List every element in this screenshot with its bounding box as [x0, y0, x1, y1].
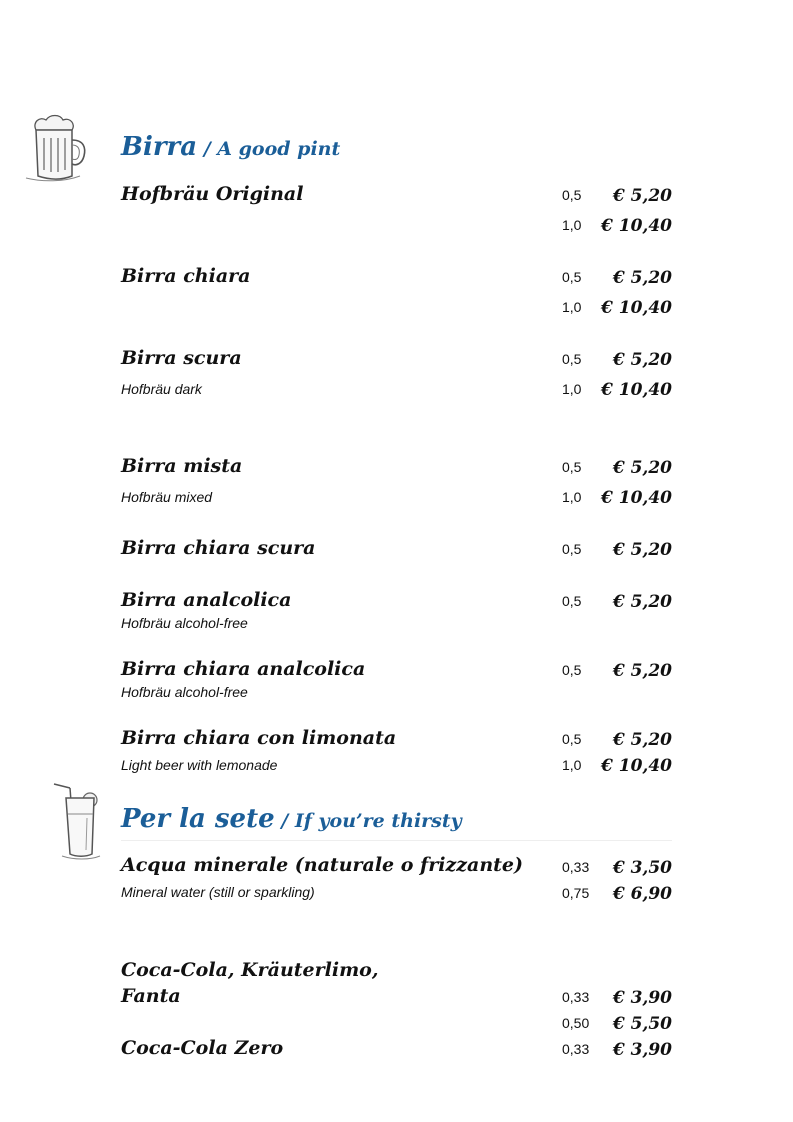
menu-item-name: Birra mista	[121, 455, 243, 477]
section-subtitle: / A good pint	[197, 138, 341, 160]
menu-item-name: Birra chiara	[121, 265, 251, 287]
item-quantity: 0,5	[562, 187, 582, 203]
item-price: € 10,40	[601, 756, 672, 776]
section-title-birra	[121, 132, 340, 162]
item-price: € 5,20	[612, 592, 672, 612]
item-price: € 5,20	[612, 661, 672, 681]
item-price: € 3,90	[612, 1040, 672, 1060]
menu-item-name: Birra scura	[121, 347, 242, 369]
menu-item-name: Acqua minerale (naturale o frizzante)	[121, 854, 523, 876]
item-quantity: 0,33	[562, 1041, 590, 1057]
menu-item-description: Hofbräu alcohol-free	[121, 684, 248, 700]
menu-item-description: Hofbräu alcohol-free	[121, 615, 248, 631]
item-price: € 5,20	[612, 730, 672, 750]
item-quantity: 1,0	[562, 489, 582, 505]
menu-item-description: Hofbräu mixed	[121, 489, 213, 505]
menu-item-name: Birra chiara con limonata	[121, 727, 397, 749]
menu-item-name: Coca-Cola, Kräuterlimo,	[121, 959, 379, 981]
section-title-per-la-sete	[121, 804, 462, 834]
item-quantity: 0,5	[562, 593, 582, 609]
item-price: € 3,90	[612, 988, 672, 1008]
item-price: € 10,40	[601, 216, 672, 236]
menu-item-description: Mineral water (still or sparkling)	[121, 884, 315, 900]
menu-item-description: Hofbräu dark	[121, 381, 202, 397]
item-quantity: 0,5	[562, 731, 582, 747]
item-price: € 5,20	[612, 186, 672, 206]
item-price: € 5,50	[612, 1014, 672, 1034]
item-price: € 10,40	[601, 380, 672, 400]
item-quantity: 1,0	[562, 217, 582, 233]
menu-item-name: Birra analcolica	[121, 589, 292, 611]
item-quantity: 0,33	[562, 859, 590, 875]
beer-mug-icon	[22, 112, 92, 184]
item-quantity: 0,50	[562, 1015, 590, 1031]
item-quantity: 0,5	[562, 459, 582, 475]
section-title: Per la sete	[121, 804, 275, 834]
item-quantity: 0,5	[562, 541, 582, 557]
section-title: Birra	[121, 132, 198, 162]
item-quantity: 0,5	[562, 351, 582, 367]
item-price: € 3,50	[612, 858, 672, 878]
section-subtitle: / If you’re thirsty	[274, 810, 462, 832]
item-price: € 10,40	[601, 488, 672, 508]
item-price: € 5,20	[612, 350, 672, 370]
menu-item-description: Light beer with lemonade	[121, 757, 278, 773]
item-quantity: 0,75	[562, 885, 590, 901]
menu-item-name: Birra chiara analcolica	[121, 658, 366, 680]
item-quantity: 0,5	[562, 269, 582, 285]
item-quantity: 1,0	[562, 299, 582, 315]
item-quantity: 1,0	[562, 381, 582, 397]
section-divider	[121, 840, 672, 841]
menu-item-name: Birra chiara scura	[121, 537, 316, 559]
menu-item-name-line-2: Fanta	[121, 985, 181, 1007]
item-price: € 5,20	[612, 458, 672, 478]
item-price: € 10,40	[601, 298, 672, 318]
item-price: € 6,90	[612, 884, 672, 904]
item-price: € 5,20	[612, 268, 672, 288]
item-quantity: 1,0	[562, 757, 582, 773]
item-quantity: 0,5	[562, 662, 582, 678]
item-price: € 5,20	[612, 540, 672, 560]
menu-item-name: Hofbräu Original	[121, 183, 304, 205]
menu-item-name: Coca-Cola Zero	[121, 1037, 284, 1059]
drink-glass-icon	[50, 780, 106, 862]
item-quantity: 0,33	[562, 989, 590, 1005]
